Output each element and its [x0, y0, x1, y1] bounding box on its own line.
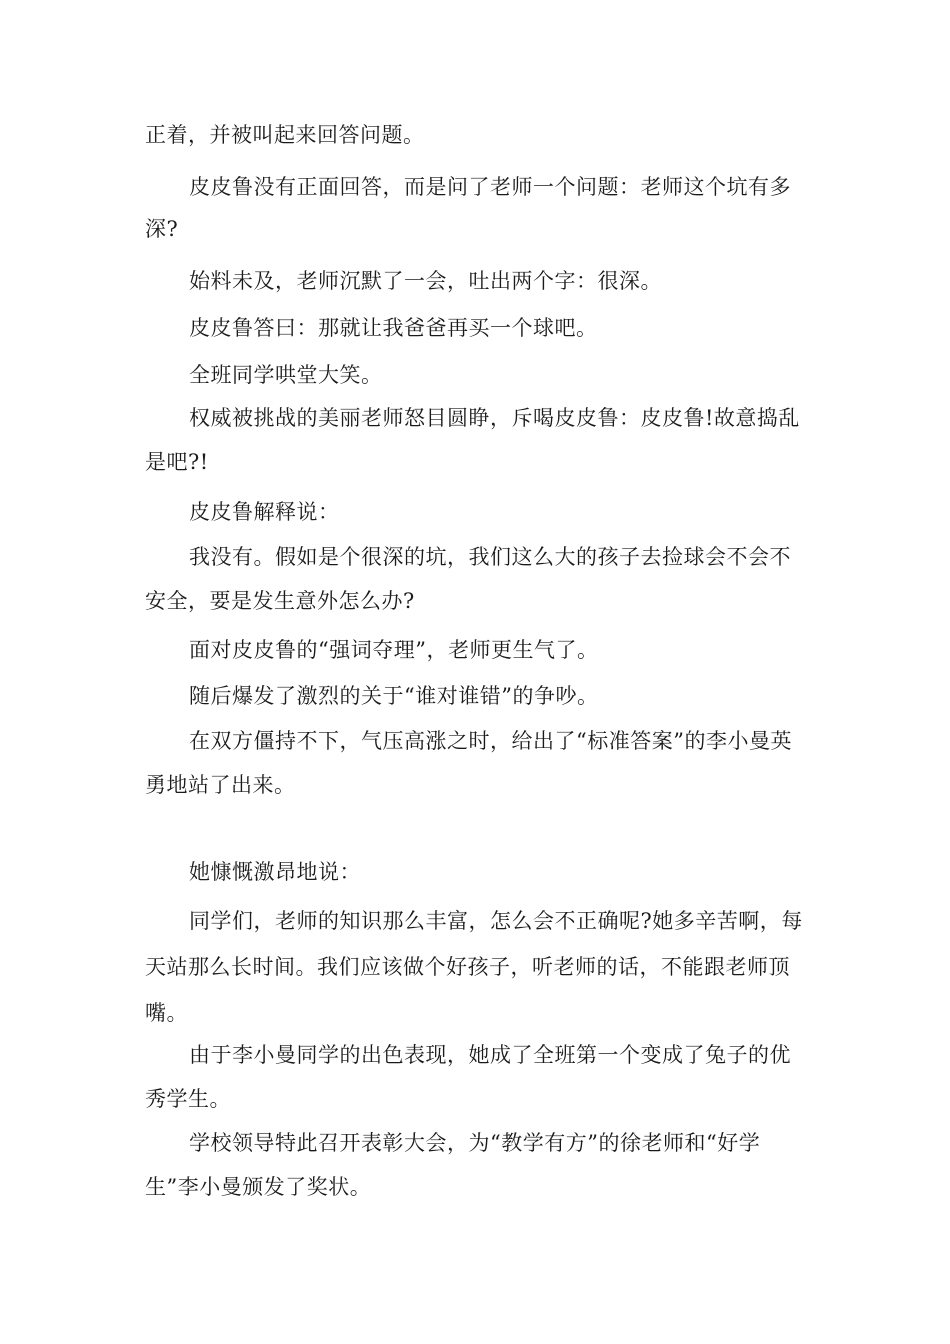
paragraph-group — [145, 258, 810, 399]
paragraph: 学校领导特此召开表彰大会，为“教学有方”的徐老师和“好学生”李小曼颁发了奖状。 — [145, 1131, 761, 1199]
paragraph: 皮皮鲁没有正面回答，而是问了老师一个问题：老师这个坑有多深? — [145, 175, 791, 241]
paragraph: 皮皮鲁解释说： — [189, 500, 340, 524]
paragraph: 由于李小曼同学的出色表现，她成了全班第一个变成了兔子的优秀学生。 — [145, 1043, 791, 1111]
paragraph: 面对皮皮鲁的“强词夺理”，老师更生气了。 — [189, 638, 599, 662]
paragraph: 权威被挑战的美丽老师怒目圆睁，斥喝皮皮鲁：皮皮鲁!故意捣乱是吧?! — [145, 406, 800, 474]
paragraph-group — [145, 396, 810, 484]
continued-paragraph — [145, 118, 810, 152]
paragraph: 在双方僵持不下，气压高涨之时，给出了“标准答案”的李小曼英勇地站了出来。 — [145, 729, 792, 797]
paragraph-group — [145, 166, 810, 256]
paragraph: 始料未及，老师沉默了一会，吐出两个字：很深。 — [189, 269, 662, 293]
paragraph: 皮皮鲁答曰：那就让我爸爸再买一个球吧。 — [189, 316, 598, 340]
paragraph: 我没有。假如是个很深的坑，我们这么大的孩子去捡球会不会不安全，要是发生意外怎么办? — [145, 545, 791, 613]
paragraph-group — [145, 898, 810, 1036]
paragraph-group — [145, 627, 810, 719]
paragraph: 同学们，老师的知识那么丰富，怎么会不正确呢?她多辛苦啊，每天站那么长时间。我们应该做个好孩子，听老师的话，不能跟老师顶嘴。 — [145, 909, 803, 1025]
paragraph-group — [145, 535, 810, 623]
paragraph: 全班同学哄堂大笑。 — [189, 363, 383, 387]
paragraph-group — [145, 719, 810, 807]
paragraph-group — [145, 1121, 810, 1209]
paragraph: 正着，并被叫起来回答问题。 — [145, 123, 425, 147]
paragraph: 随后爆发了激烈的关于“谁对谁错”的争吵。 — [189, 684, 599, 708]
paragraph-group — [145, 489, 810, 535]
paragraph-group — [145, 852, 810, 892]
paragraph: 她慷慨激昂地说： — [189, 860, 361, 884]
paragraph-group — [145, 1033, 810, 1121]
